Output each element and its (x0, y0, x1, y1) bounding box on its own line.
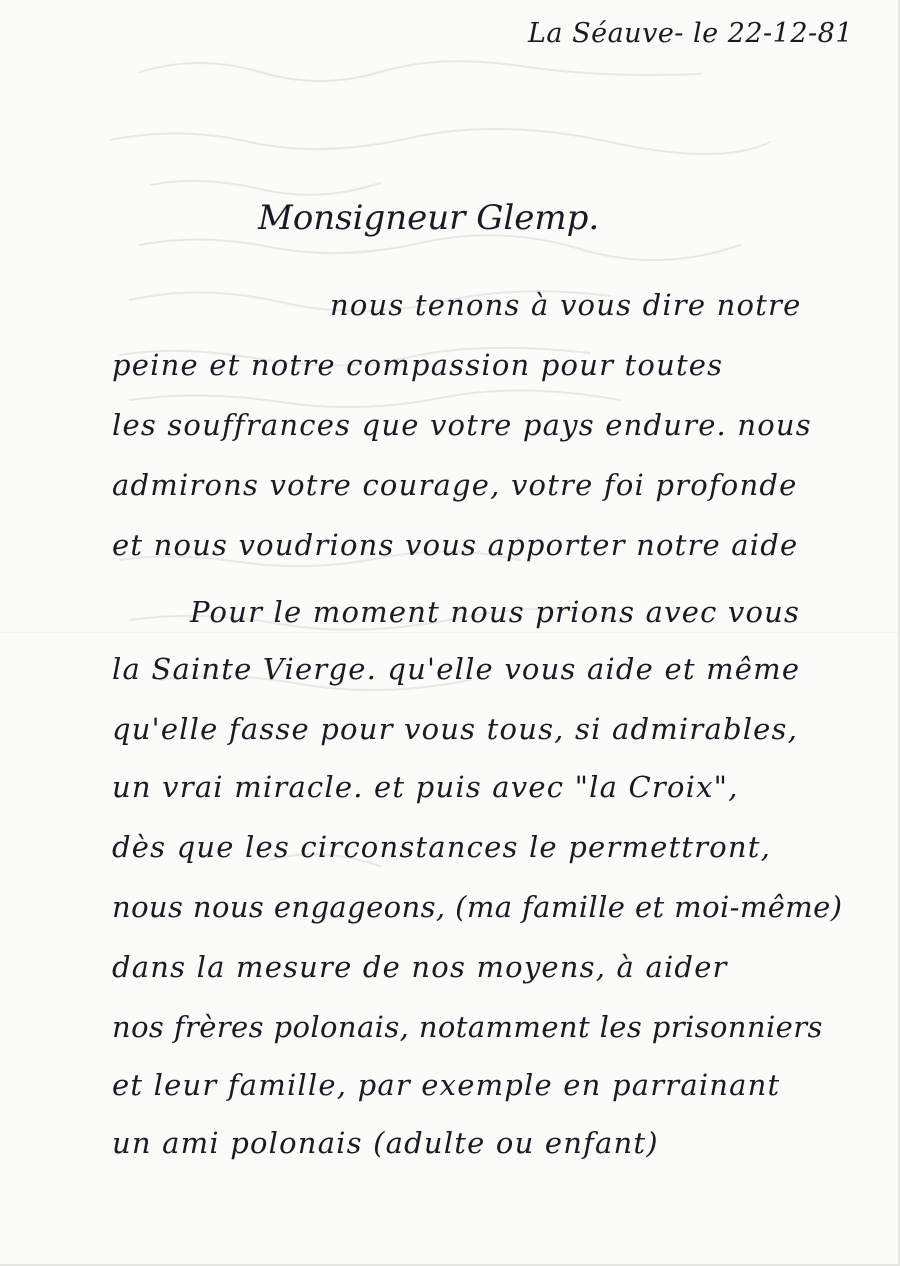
paper-fold-crease (0, 632, 898, 634)
letter-salutation: Monsigneur Glemp. (258, 198, 600, 238)
letter-line: admirons votre courage, votre foi profonde (112, 468, 798, 502)
letter-line: et nous voudrions vous apporter notre aide (112, 528, 799, 562)
letter-line: peine et notre compassion pour toutes (112, 348, 724, 382)
letter-line: un ami polonais (adulte ou enfant) (112, 1126, 659, 1160)
letter-line: dès que les circonstances le permettront, (112, 830, 772, 864)
letter-line: nous nous engageons, (ma famille et moi-même) (112, 890, 843, 924)
letter-line: nos frères polonais, notamment les prisonniers (112, 1010, 823, 1044)
letter-line: dans la mesure de nos moyens, à aider (112, 950, 728, 984)
letter-line: Pour le moment nous prions avec vous (190, 595, 801, 629)
letter-line: les souffrances que votre pays endure. nous (112, 408, 812, 442)
letter-line: qu'elle fasse pour vous tous, si admirables, (112, 712, 799, 746)
letter-line: et leur famille, par exemple en parrainant (112, 1068, 781, 1102)
letter-dateline: La Séauve- le 22-12-81 (528, 18, 854, 49)
letter-line: nous tenons à vous dire notre (330, 288, 802, 322)
letter-line: la Sainte Vierge. qu'elle vous aide et même (112, 652, 801, 686)
letter-line: un vrai miracle. et puis avec "la Croix", (112, 770, 739, 804)
